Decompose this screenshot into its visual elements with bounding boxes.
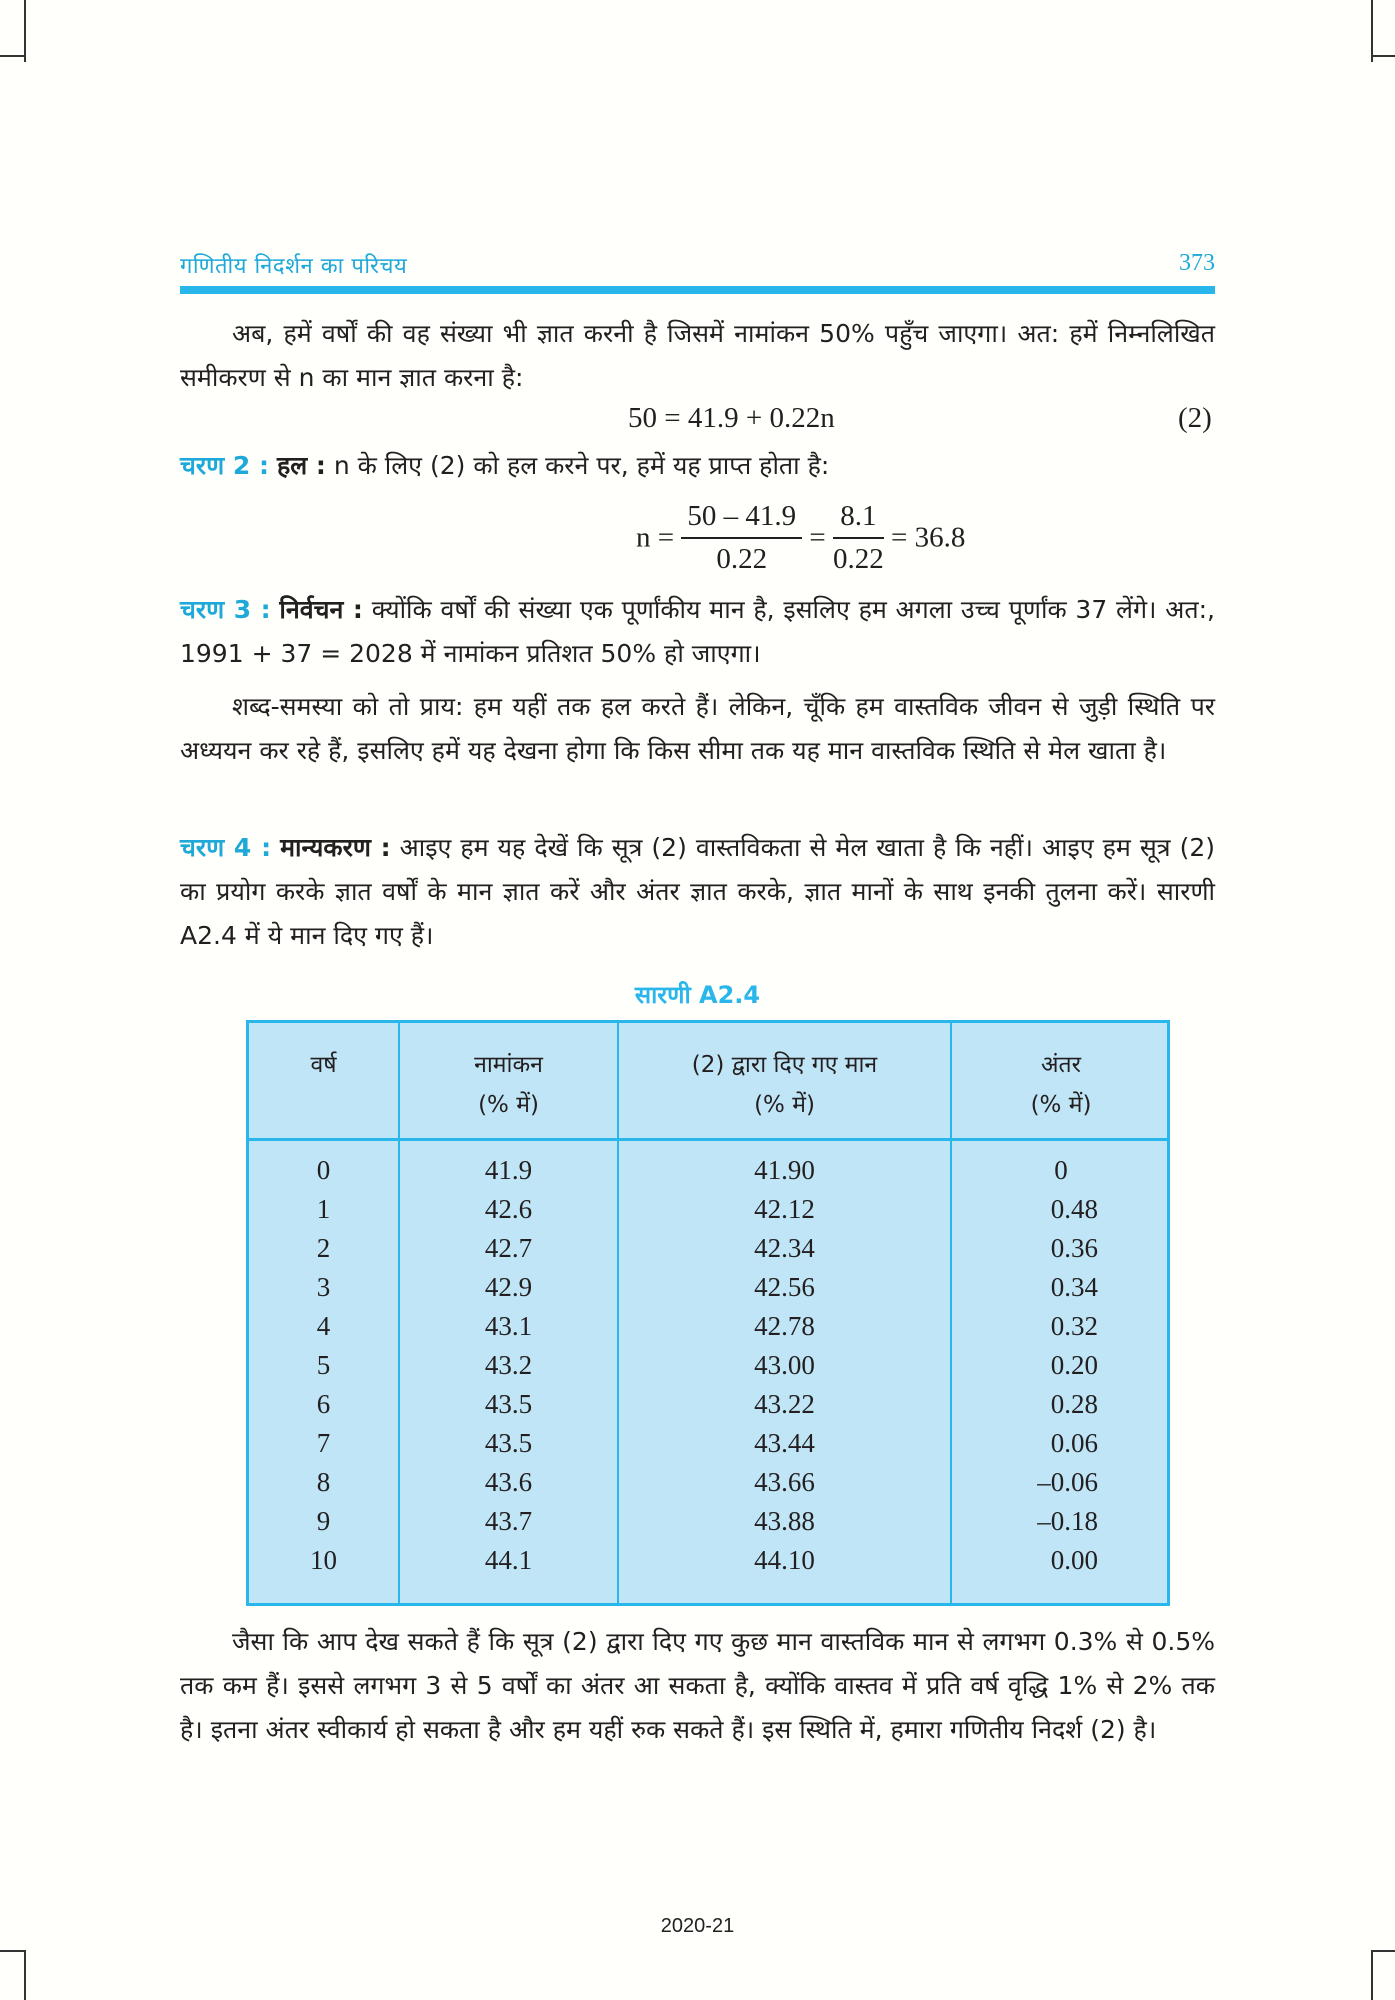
header-line: (2) द्वारा दिए गए मान (691, 1052, 878, 1078)
equation-2: 50 = 41.9 + 0.22n (628, 402, 835, 434)
fraction-2-denominator: 0.22 (832, 543, 884, 575)
table-cell: –0.18 (1037, 1506, 1098, 1536)
step-2-title: हल : (276, 451, 326, 480)
fraction-1-numerator: 50 – 41.9 (681, 500, 802, 539)
table-cell: 0 (1054, 1155, 1068, 1185)
fraction-2 (833, 500, 884, 576)
crop-mark (24, 1950, 26, 2000)
header-line: वर्ष (310, 1052, 337, 1078)
table-cell: 43.66 (754, 1467, 815, 1497)
table-cell: 0 (316, 1155, 331, 1185)
step-4-label: चरण 4 : (180, 833, 272, 862)
table-cell: 41.9 (484, 1155, 533, 1185)
table-cell: 0.20 (1050, 1350, 1098, 1380)
column-header-difference (952, 1045, 1170, 1125)
crop-mark (1371, 0, 1373, 62)
crop-mark (1373, 1950, 1395, 1952)
solution-equation (636, 500, 965, 576)
table-cell: 43.5 (484, 1389, 533, 1419)
table-cell: –0.06 (1037, 1467, 1098, 1497)
table-cell: 3 (316, 1272, 331, 1302)
table-cell: 42.78 (754, 1311, 815, 1341)
crop-mark (24, 0, 26, 62)
table-cell: 1 (316, 1194, 331, 1224)
chapter-title: गणितीय निदर्शन का परिचय (180, 254, 408, 279)
solution-lhs: n = (636, 521, 675, 554)
equation-label: (2) (1178, 402, 1212, 434)
table-cell: 7 (316, 1428, 331, 1458)
header-unit: (% में) (478, 1092, 539, 1118)
step-2-label: चरण 2 : (180, 451, 269, 480)
crop-mark (1371, 1950, 1373, 2000)
table-cell: 0.00 (1050, 1545, 1098, 1575)
table-cell: 5 (316, 1350, 331, 1380)
paragraph-word-problem: शब्द-समस्या को तो प्राय: हम यहीं तक हल करते हैं। लेकिन, चूँकि हम वास्तविक जीवन से जुड़ी स्थिति पर अध्ययन कर रहे हैं, इसलिए हमें यह देखना होगा कि किस सीमा तक यह मान वास्तविक स्थिति से मेल खाता है। (180, 692, 1215, 765)
table-cell: 42.34 (754, 1233, 815, 1263)
step-3 (180, 588, 1215, 676)
step-4 (180, 826, 1215, 958)
footer-year: 2020-21 (660, 1915, 735, 1937)
table-cell: 0.32 (1050, 1311, 1098, 1341)
step-4-title: मान्यकरण : (280, 833, 391, 862)
column-header-year (249, 1045, 398, 1085)
table-cell: 4 (316, 1311, 331, 1341)
table-cell: 43.44 (754, 1428, 815, 1458)
paragraph-intro: अब, हमें वर्षों की वह संख्या भी ज्ञात करनी है जिसमें नामांकन 50% पहुँच जाएगा। अत: हमें निम्नलिखित समीकरण से n का मान ज्ञात करना है: (180, 319, 1215, 392)
table-cell: 43.88 (754, 1506, 815, 1536)
table-cell: 42.9 (484, 1272, 533, 1302)
table-cell: 0.28 (1050, 1389, 1098, 1419)
column-header-formula-values (619, 1045, 950, 1125)
table-cell: 43.6 (484, 1467, 533, 1497)
data-table (246, 1020, 1170, 1606)
table-cell: 0.34 (1050, 1272, 1098, 1302)
table-cell: 43.2 (484, 1350, 533, 1380)
table-cell: 43.5 (484, 1428, 533, 1458)
table-cell: 42.7 (484, 1233, 533, 1263)
step-3-label: चरण 3 : (180, 595, 271, 624)
header-line: नामांकन (474, 1052, 543, 1078)
table-cell: 44.1 (484, 1545, 533, 1575)
step-3-title: निर्वचन : (279, 595, 363, 624)
fraction-1 (681, 500, 802, 576)
table-cell: 43.1 (484, 1311, 533, 1341)
solution-result: = 36.8 (890, 521, 966, 554)
step-3-text: क्योंकि वर्षों की संख्या एक पूर्णांकीय मान है, इसलिए हम अगला उच्च पूर्णांक 37 लेंगे। अत:, 1991 + 37 = 2028 में नामांकन प्रतिशत 50% हो जाएगा। (180, 595, 1215, 668)
equals-sign: = (809, 521, 826, 554)
table-cell: 43.22 (754, 1389, 815, 1419)
paragraph-conclusion: जैसा कि आप देख सकते हैं कि सूत्र (2) द्वारा दिए गए कुछ मान वास्तविक मान से लगभग 0.3% से 0.5% तक कम हैं। इससे लगभग 3 से 5 वर्षों का अंतर आ सकता है, क्योंकि वास्तव में प्रति वर्ष वृद्धि 1% से 2% तक है। इतना अंतर स्वीकार्य हो सकता है और हम यहीं रुक सकते हैं। इस स्थिति में, हमारा गणितीय निदर्श (2) है। (180, 1627, 1215, 1744)
header-unit: (% में) (1030, 1092, 1092, 1118)
crop-mark (0, 55, 24, 57)
table-cell: 9 (316, 1506, 331, 1536)
table-cell: 2 (316, 1233, 331, 1263)
table-cell: 0.48 (1050, 1194, 1098, 1224)
table-cell: 42.56 (754, 1272, 815, 1302)
step-2 (180, 444, 1215, 488)
header-divider (249, 1138, 1167, 1141)
table-cell: 42.6 (484, 1194, 533, 1224)
crop-mark (0, 1950, 24, 1952)
step-4-text: आइए हम यह देखें कि सूत्र (2) वास्तविकता से मेल खाता है कि नहीं। आइए हम सूत्र (2) का प्रयोग करके ज्ञात वर्षों के मान ज्ञात करें और अंतर ज्ञात करके, ज्ञात मानों के साथ इनकी तुलना करें। सारणी A2.4 में ये मान दिए गए हैं। (180, 833, 1215, 950)
table-caption: सारणी A2.4 (634, 981, 761, 1009)
page-header (180, 242, 1215, 298)
step-2-text: n के लिए (2) को हल करने पर, हमें यह प्राप्त होता है: (325, 451, 830, 480)
column-header-enrolment (400, 1045, 617, 1125)
table-cell: 44.10 (754, 1545, 815, 1575)
crop-mark (1373, 55, 1395, 57)
table-cell: 42.12 (754, 1194, 815, 1224)
table-cell: 0.36 (1050, 1233, 1098, 1263)
fraction-2-numerator: 8.1 (833, 500, 884, 539)
table-cell: 0.06 (1050, 1428, 1098, 1458)
table-cell: 43.7 (484, 1506, 533, 1536)
table-cell: 41.90 (754, 1155, 815, 1185)
table-cell: 10 (310, 1545, 337, 1575)
table-cell: 8 (316, 1467, 331, 1497)
page-number: 373 (1179, 250, 1215, 276)
header-rule (180, 286, 1215, 294)
header-unit: (% में) (754, 1092, 815, 1118)
header-line: अंतर (1040, 1052, 1082, 1078)
table-cell: 43.00 (754, 1350, 815, 1380)
table-cell: 6 (316, 1389, 331, 1419)
fraction-1-denominator: 0.22 (716, 543, 768, 575)
